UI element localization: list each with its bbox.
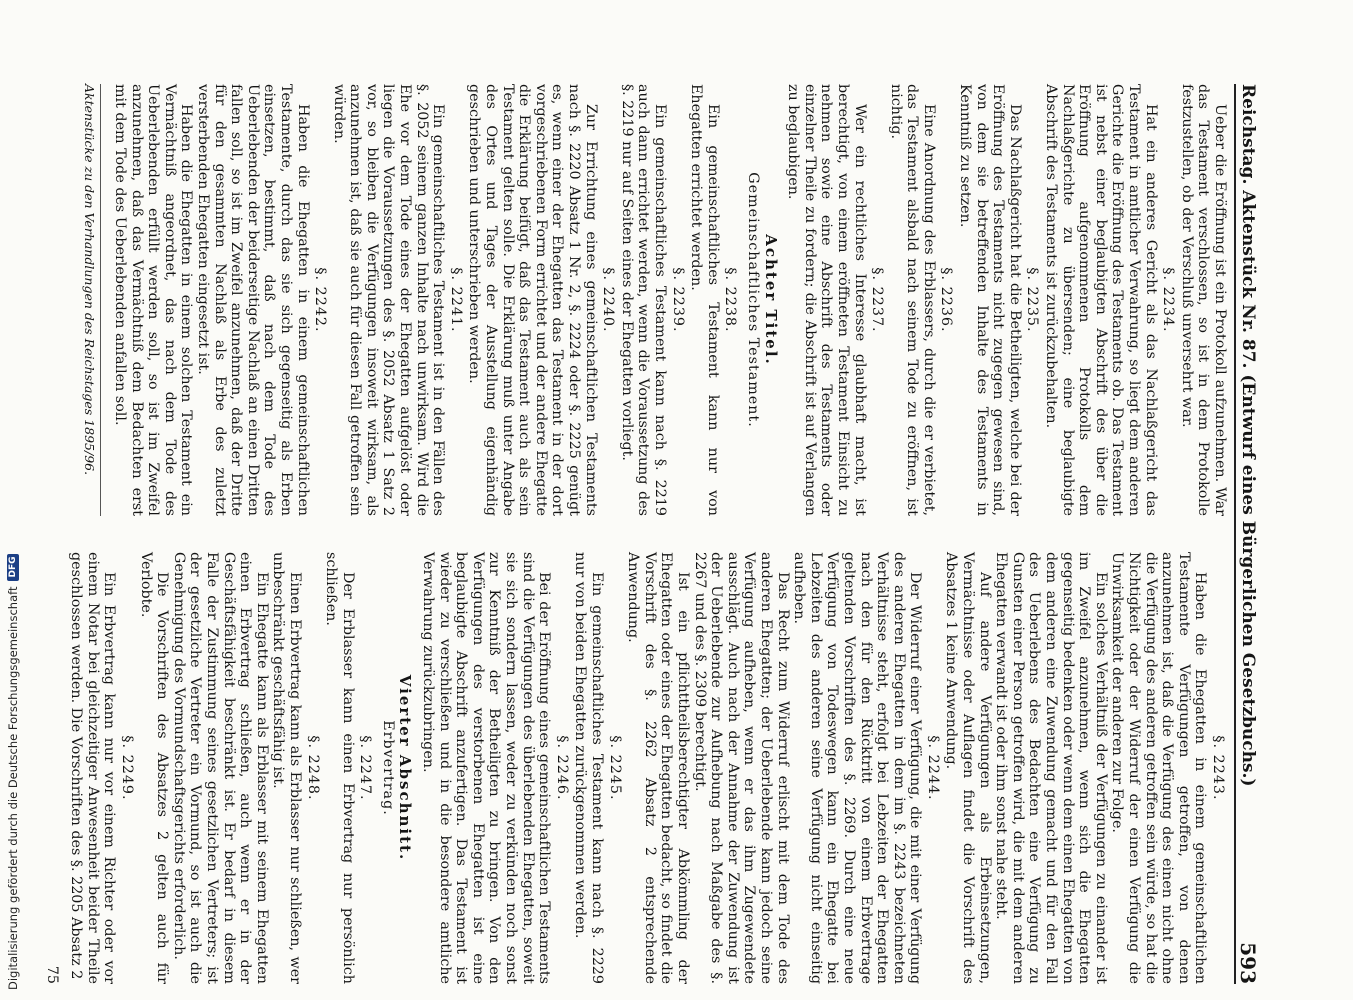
folio-mark: 75 [43, 965, 60, 984]
chapter-title: Achter Titel. [761, 234, 780, 366]
paragraph: Die Vorschriften des Absatzes 2 gelten auch für Verlobte. [137, 552, 171, 984]
paragraph: Der Widerruf einer Verfügung, die mit einer Verfügung des anderen Ehegatten in dem im §. 2243 bezeichneten Verhältnisse steht, erfolgt bei Lebzeiten der Ehegatten nach den für den Rücktritt von einem Erbvertrage geltenden Vorschriften des §. 2269. Durch eine neue Verfügung von Todeswegen kann ein Ehegatte bei Lebzeiten des anderen seine Verfügung nicht einseitig aufheben. [791, 552, 924, 984]
page-number: 593 [1236, 942, 1261, 984]
running-header [1234, 84, 1260, 984]
paragraph: Der Erblasser kann einen Erbvertrag nur persönlich schließen. [323, 552, 356, 984]
paragraph: Ein Erbvertrag kann nur vor einem Richter oder vor einem Notar bei gleichzeitiger Anwesenheit beider Theile geschlossen werden. Die Vorschriften des §. 2205 Absatz 2 [68, 552, 118, 984]
paragraph: Bei der Eröffnung eines gemeinschaftlichen Testaments sind die Verfügungen des überlebenden Ehegatten, soweit sie sich sondern lassen, weder zu verkünden noch sonst zur Kenntniß der Betheiligten zu bringen. Von den Verfügungen des verstorbenen Ehegatten ist eine beglaubigte Abschrift anzufertigen. Das Testament ist wieder zu verschließen und in die besondere amtliche Verwahrung zurückzubringen. [420, 552, 553, 984]
section-heading: §. 2234. [1160, 267, 1177, 333]
paragraph: Das Nachlaßgericht hat die Betheiligten, welche bei der Eröffnung des Testaments nicht zugegen gewesen sind, von dem sie betreffenden Inhalte des Testaments in Kenntniß zu setzen. [957, 84, 1023, 516]
header-title: Reichstag. Aktenstück Nr. 87. (Entwurf eines Bürgerlichen Gesetzbuchs.) [1238, 84, 1259, 787]
section-heading: §. 2235. [1024, 267, 1041, 333]
rotated-page-content [43, 84, 1261, 984]
section-heading: §. 2239. [669, 267, 686, 333]
paragraph: Ein Ehegatte kann als Erblasser mit seinem Ehegatten einen Erbvertrag schließen, auch wenn er in der Geschäftsfähigkeit beschränkt ist. Er bedarf in diesem Falle der Zustimmung seines gesetzlichen Vertreters; ist der gesetzliche Vertreter ein Vormund, so ist auch die Genehmigung des Vormundschaftsgerichts erforderlich. [170, 552, 270, 984]
paragraph: Einen Erbvertrag kann als Erblasser nur schließen, wer unbeschränkt geschäftsfähig ist. [270, 552, 303, 984]
paragraph: Haben die Ehegatten in einem solchen Testament ein Vermächtniß angeordnet, das nach dem Tode des Ueberlebenden erfüllt werden soll, so ist im Zweifel anzunehmen, daß das Vermächtniß dem Bedachten erst mit dem Tode des Ueberlebenden anfallen soll. [112, 84, 195, 516]
section-heading: §. 2240. [600, 267, 617, 333]
chapter-title: Vierter Abschnitt. [396, 674, 415, 862]
section-heading: §. 2246. [553, 735, 570, 801]
paragraph: Haben die Ehegatten in einem gemeinschaftlichen Testamente Verfügungen getroffen, von denen anzunehmen ist, daß die Verfügung des einen nicht ohne die Verfügung des anderen getroffen sein würde, so hat die Nichtigkeit oder der Widerruf der einen Verfügung die Unwirksamkeit der anderen zur Folge. [1109, 552, 1209, 984]
chapter-subtitle: Gemeinschaftliches Testament. [744, 172, 761, 428]
section-heading: §. 2249. [119, 735, 135, 801]
paragraph: Hat ein anderes Gericht als das Nachlaßgericht das Testament in amtlicher Verwahrung, so liegt dem anderen Gerichte die Eröffnung des Testaments ob. Das Testament ist nebst einer beglaubigten Abschrift des über die Eröffnung aufgenommenen Protokolls dem Nachlaßgerichte zu übersenden; eine beglaubigte Abschrift des Testaments ist zurückzubehalten. [1043, 84, 1159, 516]
paragraph: Ein gemeinschaftliches Testament ist in den Fällen des §. 2052 seinem ganzen Inhalte nach unwirksam. Wird die Ehe vor dem Tode eines der Ehegatten aufgelöst oder liegen die Voraussetzungen des §. 2052 Absatz 1 Satz 2 vor, so bleiben die Verfügungen insoweit wirksam, als anzunehmen ist, daß sie auch für diesen Fall getroffen sein würden. [330, 84, 447, 516]
section-heading: §. 2248. [304, 735, 321, 801]
paragraph: Eine Anordnung des Erblassers, durch die er verbietet, das Testament alsbald nach seinem Tode zu eröffnen, ist nichtig. [887, 84, 937, 516]
paragraph: Ein gemeinschaftliches Testament kann nach §. 2219 auch dann errichtet werden, wenn die Voraussetzung des §. 2219 nur auf Seiten eines der Ehegatten vorliegt. [618, 84, 668, 516]
paragraph: Ueber die Eröffnung ist ein Protokoll aufzunehmen. War das Testament verschlossen, so ist in dem Protokolle festzustellen, ob der Verschluß unversehrt war. [1178, 84, 1228, 516]
section-heading: §. 2238. [722, 267, 739, 333]
section-heading: §. 2245. [606, 735, 623, 801]
section-heading: §. 2242. [312, 267, 329, 333]
section-heading: §. 2244. [924, 735, 941, 801]
paragraph: Zur Errichtung eines gemeinschaftlichen Testaments nach §. 2220 Absatz 1 Nr. 2, §. 2224 oder §. 2225 genügt es, wenn einer der Ehegatten das Testament in der dort vorgeschriebenen Form errichtet und der andere Ehegatte die Erklärung beifügt, daß das Testament auch als sein Testament gelten solle. Die Erklärung muß unter Angabe des Ortes und Tages der Ausstellung eigenhändig geschrieben und unterschrieben werden. [466, 84, 599, 516]
paragraph: Ein gemeinschaftliches Testament kann nur von Ehegatten errichtet werden. [688, 84, 721, 516]
dfg-logo: DFG [7, 554, 19, 581]
section-heading: §. 2237. [869, 267, 886, 333]
section-heading: §. 2236. [938, 267, 955, 333]
paragraph: Wer ein rechtliches Interesse glaubhaft macht, ist berechtigt, von einem eröffneten Testament Einsicht zu nehmen sowie eine Abschrift des Testaments oder einzelner Theile zu fordern; die Abschrift ist auf Verlangen zu beglaubigen. [785, 84, 868, 516]
section-heading: §. 2243. [1210, 735, 1226, 801]
left-column [82, 84, 1228, 516]
paragraph: Das Recht zum Widerruf erlischt mit dem Tode des anderen Ehegatten; der Ueberlebende kann jedoch seine Verfügung aufheben, wenn er das ihm Zugewendete ausschlägt. Auch nach der Annahme der Zuwendung ist der Ueberlebende zur Aufhebung nach Maßgabe des §. 2267 und des §. 2309 berechtigt. [691, 552, 791, 984]
chapter-subtitle: Erbvertrag. [379, 720, 396, 816]
paragraph: Auf andere Verfügungen als Erbeinsetzungen, Vermächtnisse oder Auflagen findet die Vorschrift des Absatzes 1 keine Anwendung. [943, 552, 993, 984]
paragraph: Ein solches Verhältniß der Verfügungen zu einander ist im Zweifel anzunehmen, wenn sich die Ehegatten gegenseitig bedenken oder wenn dem einen Ehegatten von dem anderen eine Zuwendung gemacht und für den Fall des Ueberlebens des Bedachten eine Verfügung zu Gunsten einer Person getroffen wird, die mit dem anderen Ehegatten verwandt ist oder ihm sonst nahe steht. [993, 552, 1109, 984]
paragraph: Haben die Ehegatten in einem gemeinschaftlichen Testamente, durch das sie sich gegenseitig als Erben einsetzen, bestimmt, daß nach dem Tode des Ueberlebenden der beiderseitige Nachlaß an einen Dritten fallen soll, so ist im Zweifel anzunehmen, daß der Dritte für den gesammten Nachlaß als Erbe des zuletzt versterbenden Ehegatten eingesetzt ist. [194, 84, 311, 516]
right-column [43, 552, 1228, 984]
document-page [40, 84, 1260, 984]
paragraph: Ist ein pflichttheilsberechtigter Abkömmling der Ehegatten oder eines der Ehegatten bedacht, so findet die Vorschrift des §. 2262 Absatz 2 entsprechende Anwendung. [625, 552, 691, 984]
paragraph: Ein gemeinschaftliches Testament kann nach §. 2229 nur von beiden Ehegatten zurückgenommen werden. [572, 552, 606, 984]
page-footer: Aktenstücke zu den Verhandlungen des Reichstages 1895/96. [81, 84, 102, 516]
digitization-credit [6, 554, 20, 990]
section-heading: §. 2247. [357, 735, 374, 801]
section-heading: §. 2241. [447, 267, 464, 333]
digitization-credit-text: Digitalisierung gefördert durch die Deutsche Forschungsgemeinschaft [6, 586, 20, 990]
